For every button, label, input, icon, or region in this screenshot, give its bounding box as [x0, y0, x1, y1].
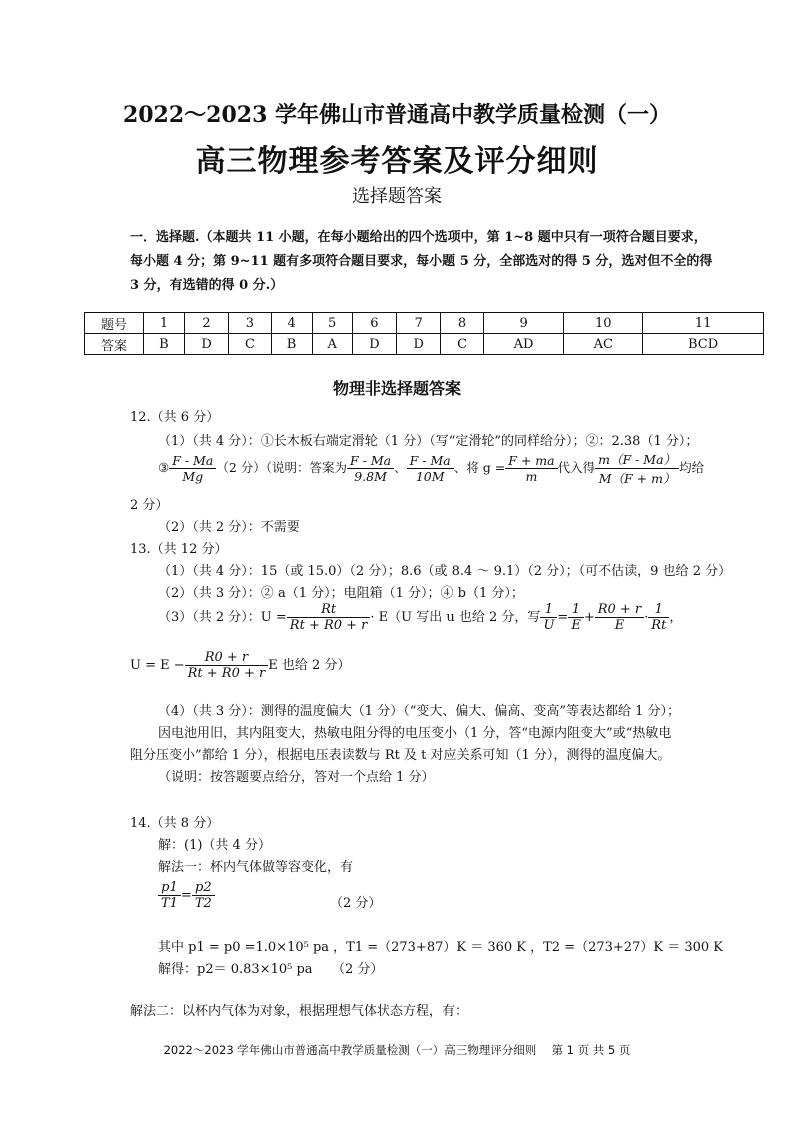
q14-method2: 解法二：以杯内气体为对象，根据理想气体状态方程，有：	[130, 1004, 469, 1019]
numerator: m（F - Ma）	[595, 450, 679, 469]
text: U = E −	[130, 658, 185, 673]
denominator: 9.8M	[354, 469, 387, 484]
q13-heading: 13.（共 12 分）	[130, 542, 228, 557]
text: +	[583, 610, 595, 625]
table-cell: BCD	[643, 334, 764, 355]
fraction	[169, 453, 216, 484]
row-label-number: 题号	[85, 313, 144, 334]
fraction	[568, 602, 584, 633]
fraction	[192, 880, 215, 911]
fraction	[505, 453, 557, 484]
fraction	[347, 453, 394, 484]
answer-table	[84, 312, 764, 355]
table-cell: 8	[441, 313, 483, 334]
numerator: 1	[648, 602, 669, 618]
table-cell: 1	[144, 313, 185, 334]
intro-line-3: 3 分，有选错的得 0 分.）	[130, 278, 284, 293]
text: ·	[644, 610, 649, 625]
text: ，	[669, 610, 683, 625]
denominator: 10M	[415, 469, 445, 484]
q12-part1: （1）（共 4 分）：①长木板右端定滑轮（1 分）（写“定滑轮”的同样给分）；②：2.38（1 分）；	[158, 434, 699, 449]
table-cell: AC	[564, 334, 643, 355]
numerator: R0 + r	[595, 602, 644, 618]
fraction	[185, 650, 269, 681]
q12-part2: （2）（共 2 分）：不需要	[158, 520, 300, 535]
q13-part4-explanation-2: 阻分压变小”都给 1 分），根据电压表读数与 Rt 及 t 对应关系可知（1 分），测得的温度偏大。	[130, 748, 671, 763]
text: · E（U 写出 u 也给 2 分，写	[370, 610, 541, 625]
fraction	[158, 880, 181, 911]
text: 、将 g =	[453, 460, 506, 475]
table-cell: 9	[483, 313, 564, 334]
page-title: 高三物理参考答案及评分细则	[195, 144, 599, 179]
text: ③	[158, 460, 170, 475]
q13-part1: （1）（共 4 分）：15（或 15.0）（2 分）；8.6（或 8.4 ～ 9.1）（2 分）；（可不估读，9 也给 2 分）	[158, 564, 732, 579]
table-cell: D	[352, 334, 396, 355]
fraction	[595, 450, 679, 487]
denominator: T1	[161, 896, 178, 911]
q13-part4: （4）（共 3 分）：测得的温度偏大（1 分）（“变大、偏大、偏高、变高”等表达都给 1 分）；	[158, 704, 681, 719]
q13-note: （说明：按答题要点给分，答对一个点给 1 分）	[158, 770, 435, 785]
q12-part1-formula-line	[158, 450, 704, 487]
answer-table-row-answers	[85, 334, 764, 355]
table-cell: A	[312, 334, 352, 355]
fraction	[595, 602, 644, 633]
text: （2 分）（说明：答案为	[216, 460, 348, 475]
answer-table-row-numbers	[85, 313, 764, 334]
table-cell: 2	[184, 313, 228, 334]
q14-part1: 解：(1)（共 4 分）	[158, 838, 271, 853]
q13-part4-explanation-1: 因电池用旧，其内阻变大，热敏电阻分得的电压变小（1 分，答“电源内阻变大”或“热敏电	[158, 726, 672, 741]
intro-line-2: 每小题 4 分；第 9~11 题有多项符合题目要求，每小题 5 分，全部选对的得 5 分，选对但不全的得	[130, 254, 713, 269]
denominator: M（F + m）	[598, 471, 676, 486]
text: 代入得	[557, 460, 596, 475]
table-cell: 11	[643, 313, 764, 334]
text: =	[180, 888, 192, 903]
q13-part2: （2）（共 3 分）：② a（1 分）；电阻箱（1 分）；④ b（1 分）；	[158, 586, 524, 601]
table-cell: 3	[229, 313, 271, 334]
numerator: p2	[192, 880, 215, 896]
fraction	[540, 602, 557, 633]
table-cell: D	[397, 334, 441, 355]
denominator: E	[614, 618, 625, 633]
denominator: T2	[194, 896, 212, 911]
q13-part3-formula-line	[158, 602, 682, 633]
denominator: Rt + R0 + r	[289, 618, 368, 633]
table-cell: D	[184, 334, 228, 355]
q14-method1: 解法一：杯内气体做等容变化，有	[158, 860, 354, 875]
table-cell: 10	[564, 313, 643, 334]
q14-equation-score: （2 分）	[330, 896, 382, 911]
section-title-mc: 选择题答案	[352, 186, 442, 207]
table-cell: B	[144, 334, 185, 355]
q14-heading: 14.（共 8 分）	[130, 816, 220, 831]
numerator: F - Ma	[407, 453, 454, 469]
text: 、	[394, 460, 407, 475]
fraction	[648, 602, 669, 633]
table-cell: AD	[483, 334, 564, 355]
table-cell: B	[271, 334, 312, 355]
denominator: U	[543, 618, 555, 633]
q13-alt-formula-line	[130, 650, 350, 681]
numerator: p1	[158, 880, 181, 896]
text: E 也给 2 分）	[268, 658, 351, 673]
table-cell: 4	[271, 313, 312, 334]
table-cell: 7	[397, 313, 441, 334]
numerator: F + ma	[505, 453, 557, 469]
table-cell: 6	[352, 313, 396, 334]
numerator: 1	[540, 602, 557, 618]
text: 均给	[679, 460, 705, 475]
q14-given-values: 其中 p1 = p0 =1.0×10⁵ pa ，T1 =（273+87）K ＝ 360 K ，T2 =（273+27）K ＝ 300 K	[158, 940, 723, 955]
row-label-answer: 答案	[85, 334, 144, 355]
title-line-1: 2022～2023 学年佛山市普通高中教学质量检测（一）	[122, 102, 672, 128]
numerator: F - Ma	[347, 453, 394, 469]
q12-heading: 12.（共 6 分）	[130, 410, 220, 425]
q12-continuation: 2 分）	[130, 498, 169, 513]
numerator: Rt	[287, 602, 371, 618]
text: （3）（共 2 分）：U =	[158, 610, 287, 625]
denominator: Rt	[651, 618, 667, 633]
table-cell: 5	[312, 313, 352, 334]
fraction	[407, 453, 454, 484]
denominator: Rt + R0 + r	[187, 666, 266, 681]
fraction	[287, 602, 371, 633]
table-cell: C	[441, 334, 483, 355]
intro-line-1: 一．选择题.（本题共 11 小题，在每小题给出的四个选项中，第 1~8 题中只有一项符合题目要求，	[130, 230, 707, 245]
page-footer: 2022～2023 学年佛山市普通高中教学质量检测（一）高三物理评分细则 第 1 页 共 5 页	[163, 1043, 631, 1057]
denominator: E	[571, 618, 581, 633]
numerator: 1	[568, 602, 584, 618]
numerator: F - Ma	[169, 453, 216, 469]
q14-result: 解得：p2＝ 0.83×10⁵ pa （2 分）	[158, 962, 384, 977]
q14-equation	[158, 880, 215, 911]
numerator: R0 + r	[185, 650, 269, 666]
table-cell: C	[229, 334, 271, 355]
denominator: Mg	[182, 469, 204, 484]
denominator: m	[525, 469, 538, 484]
text: =	[557, 610, 569, 625]
section-title-free-response: 物理非选择题答案	[332, 379, 461, 398]
